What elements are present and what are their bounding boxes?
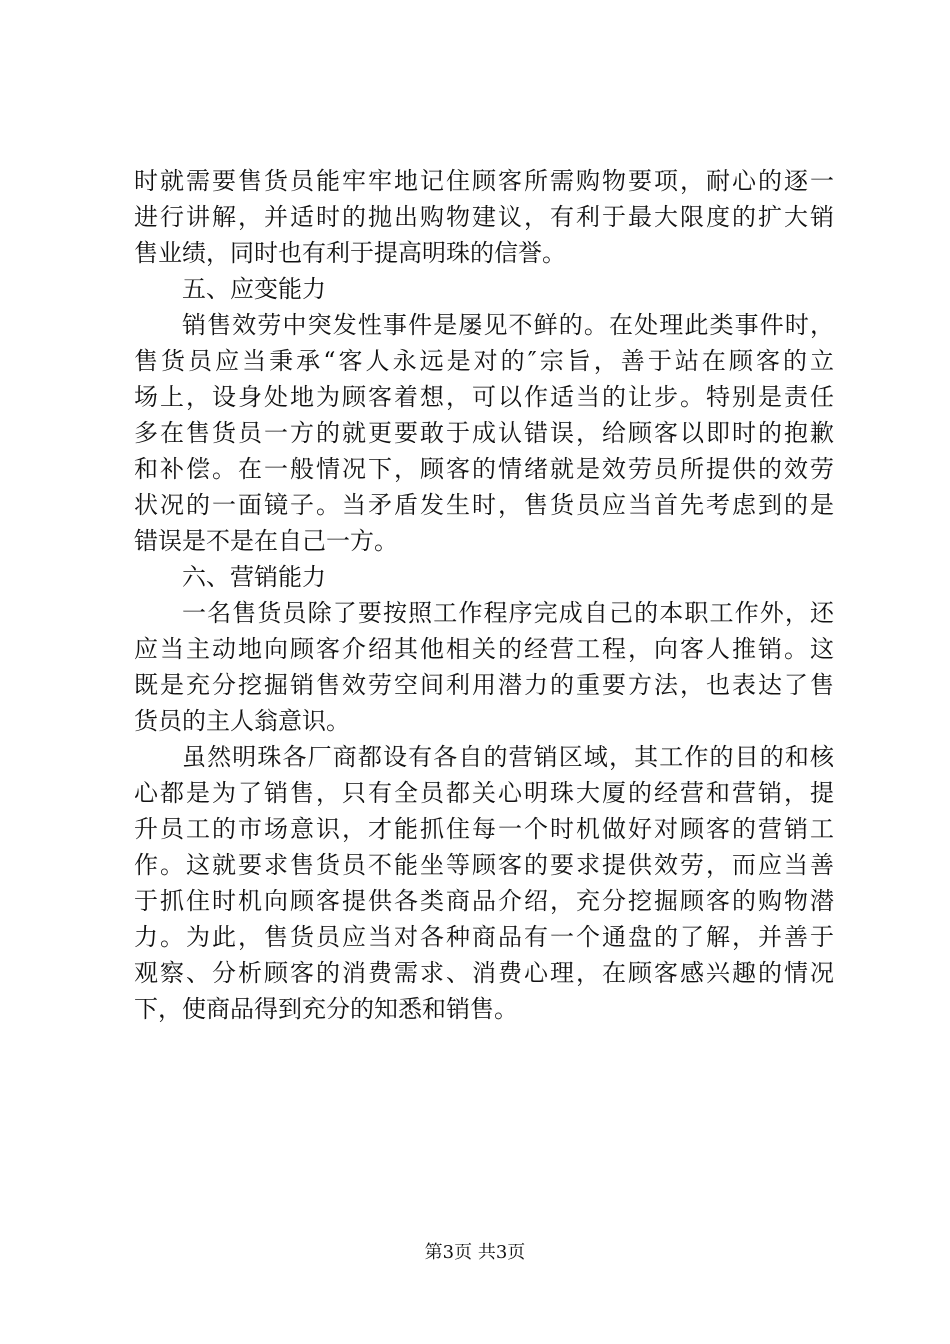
- text-line: 状况的一面镜子。当矛盾发生时，售货员应当首先考虑到的是: [134, 491, 834, 519]
- text-line: 应当主动地向顾客介绍其他相关的经营工程，向客人推销。这: [134, 635, 834, 663]
- section-heading-adaptability: [134, 271, 834, 307]
- paragraph-marketing-2: [134, 739, 834, 1027]
- text-line: 销售效劳中突发性事件是屡见不鲜的。在处理此类事件时，: [182, 311, 834, 339]
- paragraph-adaptability: [134, 307, 834, 559]
- text-line: 售业绩，同时也有利于提高明珠的信誉。: [134, 239, 566, 267]
- text-line: 进行讲解，并适时的抛出购物建议，有利于最大限度的扩大销: [134, 203, 834, 231]
- text-line: 场上，设身处地为顾客着想，可以作适当的让步。特别是责任: [134, 383, 834, 411]
- page-footer: [0, 1241, 950, 1265]
- section-heading: 六、营销能力: [182, 563, 326, 591]
- document-body: [134, 163, 834, 1027]
- text-line: 观察、分析顾客的消费需求、消费心理，在顾客感兴趣的情况: [134, 959, 834, 987]
- text-line: 虽然明珠各厂商都设有各自的营销区域，其工作的目的和核: [182, 743, 834, 771]
- text-line: 于抓住时机向顾客提供各类商品介绍，充分挖掘顾客的购物潜: [134, 887, 834, 915]
- text-line: 力。为此，售货员应当对各种商品有一个通盘的了解，并善于: [134, 923, 834, 951]
- text-line: 时就需要售货员能牢牢地记住顾客所需购物要项，耐心的逐一: [134, 167, 834, 195]
- text-line: 一名售货员除了要按照工作程序完成自己的本职工作外，还: [182, 599, 834, 627]
- text-line: 错误是不是在自己一方。: [134, 527, 398, 555]
- paragraph-marketing-1: [134, 595, 834, 739]
- paragraph-continuation: [134, 163, 834, 271]
- text-line: 和补偿。在一般情况下，顾客的情绪就是效劳员所提供的效劳: [134, 455, 834, 483]
- text-line: 货员的主人翁意识。: [134, 707, 350, 735]
- text-line: 售货员应当秉承“客人永远是对的″宗旨，善于站在顾客的立: [134, 347, 834, 375]
- text-line: 心都是为了销售，只有全员都关心明珠大厦的经营和营销，提: [134, 779, 834, 807]
- text-line: 多在售货员一方的就更要敢于成认错误，给顾客以即时的抱歉: [134, 419, 834, 447]
- text-line: 既是充分挖掘销售效劳空间利用潜力的重要方法，也表达了售: [134, 671, 834, 699]
- page-number-label: 第3页 共3页: [424, 1242, 526, 1263]
- text-line: 作。这就要求售货员不能坐等顾客的要求提供效劳，而应当善: [134, 851, 834, 879]
- text-line: 升员工的市场意识，才能抓住每一个时机做好对顾客的营销工: [134, 815, 834, 843]
- text-line: 下，使商品得到充分的知悉和销售。: [134, 995, 518, 1023]
- section-heading-marketing: [134, 559, 834, 595]
- section-heading: 五、应变能力: [182, 275, 326, 303]
